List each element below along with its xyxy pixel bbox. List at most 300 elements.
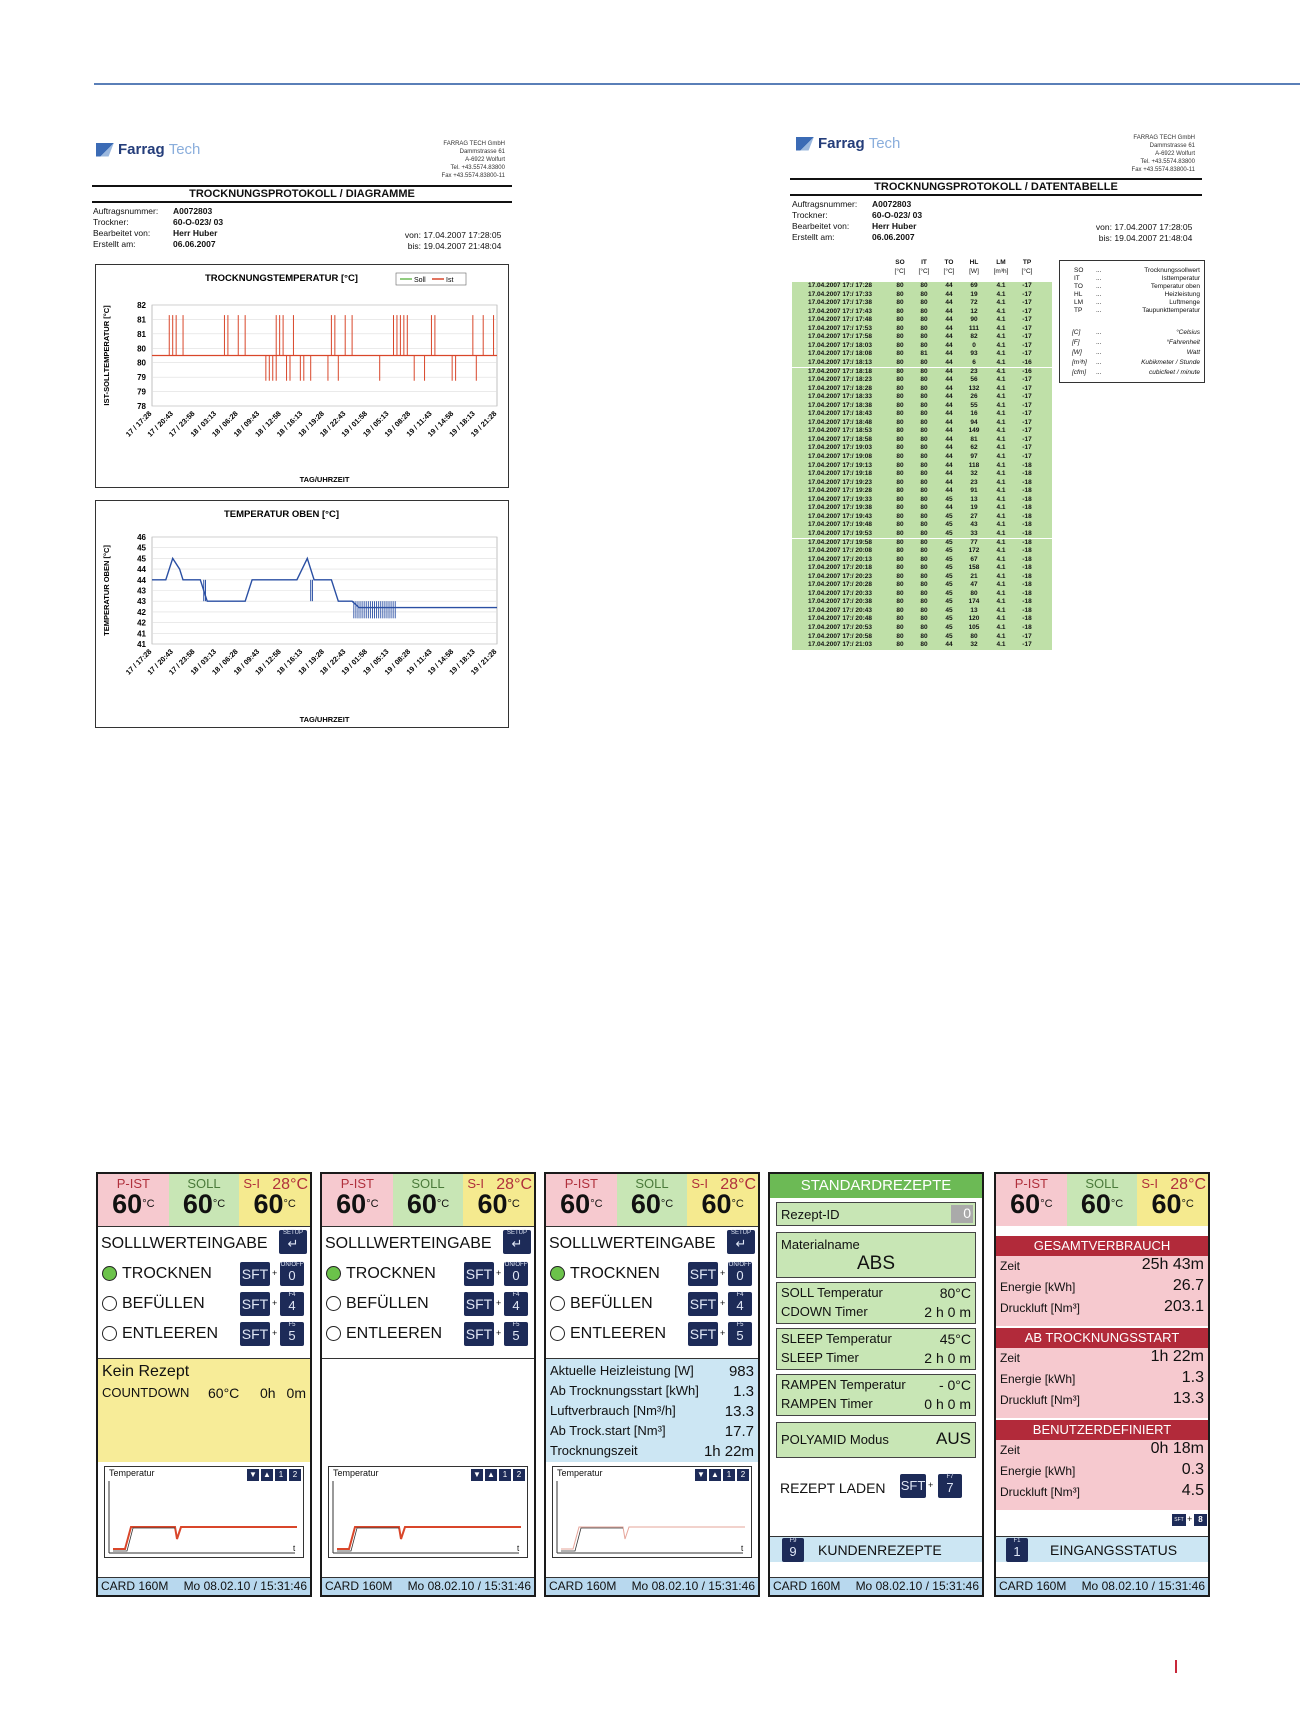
- table-cell: 45: [945, 606, 953, 614]
- x-tick-label: 17 / 20:43: [145, 647, 175, 677]
- y-tick-label: 79: [137, 387, 146, 397]
- temp-label: P-IST: [1014, 1176, 1048, 1191]
- temp-label: P-IST: [564, 1176, 598, 1191]
- chart-title: TROCKNUNGSTEMPERATUR [°C]: [205, 273, 358, 284]
- y-tick-label: 78: [137, 402, 146, 411]
- graph-nav-0[interactable]: ▼: [247, 1469, 259, 1481]
- consumption-label: Druckluft [Nm³]: [1000, 1485, 1081, 1499]
- x-tick-label: 18 / 06:28: [210, 647, 240, 677]
- header-abbr: SO: [895, 259, 905, 266]
- key-fn-label: F4: [512, 1292, 520, 1298]
- temp-number: 60: [1080, 1189, 1111, 1219]
- datetime: Mo 08.02.10 / 15:31:46: [1081, 1579, 1205, 1593]
- sft-key[interactable]: SFT: [464, 1292, 494, 1316]
- table-cell: 44: [945, 470, 953, 478]
- table-cell: 80: [896, 606, 904, 614]
- setup-label: SETUP: [282, 1230, 303, 1236]
- setup-button[interactable]: [503, 1230, 531, 1254]
- key-1[interactable]: [1006, 1538, 1028, 1562]
- table-cell: 4.1: [996, 572, 1006, 580]
- radio-indicator: [550, 1326, 565, 1341]
- table-cell: -17: [1022, 307, 1032, 315]
- table-cell: 80: [896, 564, 904, 572]
- table-cell: 80: [920, 333, 928, 341]
- table-row: [792, 444, 1052, 453]
- graph-line: [113, 1527, 297, 1549]
- chart1-svg: [96, 265, 507, 486]
- table-cell: 17.04.2007 17:/ 18:43: [808, 410, 872, 418]
- key-4[interactable]: [728, 1292, 752, 1316]
- table-cell: 80: [920, 393, 928, 401]
- table-row: [792, 462, 1052, 471]
- temp-unit: °C: [660, 1198, 674, 1210]
- sft-mini-key[interactable]: SFT: [1172, 1514, 1186, 1526]
- table-cell: 80: [920, 290, 928, 298]
- table-cell: 80: [896, 504, 904, 512]
- y-tick-label: 41: [137, 640, 146, 649]
- setup-button[interactable]: [279, 1230, 307, 1254]
- soll-cell: [169, 1174, 240, 1226]
- sft-key[interactable]: SFT: [900, 1474, 926, 1498]
- y-tick-label: 80: [137, 344, 146, 354]
- table-cell: 16: [970, 410, 978, 418]
- table-row: [792, 615, 1052, 624]
- recipe-label: CDOWN Timer: [781, 1304, 868, 1319]
- table-cell: 44: [945, 401, 953, 409]
- sft-key[interactable]: SFT: [240, 1322, 270, 1346]
- table-cell: -18: [1022, 504, 1032, 512]
- table-cell: 4.1: [996, 435, 1006, 443]
- x-tick-label: 18 / 19:28: [296, 409, 326, 439]
- setup-button[interactable]: [727, 1230, 755, 1254]
- meta-key: Erstellt am:: [93, 239, 136, 249]
- table-cell: 80: [920, 529, 928, 537]
- table-cell: -18: [1022, 624, 1032, 631]
- legend-dots: ...: [1096, 275, 1102, 282]
- info-area: [98, 1358, 310, 1462]
- control-panel-2: [320, 1172, 536, 1597]
- table-cell: 4.1: [996, 547, 1006, 555]
- table-cell: 80: [896, 435, 904, 443]
- table-cell: 80: [920, 598, 928, 606]
- table-cell: 44: [945, 478, 953, 486]
- key-fn-label: ON/OFF: [728, 1262, 752, 1268]
- value: 1h 22m: [703, 1443, 754, 1460]
- table-row: [792, 487, 1052, 496]
- temperature-graph: [104, 1466, 304, 1558]
- table-cell: -17: [1022, 444, 1032, 452]
- table-cell: 44: [945, 453, 953, 460]
- legend-abbr: TP: [1074, 307, 1083, 314]
- graph-nav-3[interactable]: 2: [289, 1469, 301, 1481]
- recipe-value: 2 h 0 m: [924, 1304, 971, 1320]
- option-entleeren[interactable]: [546, 1320, 758, 1348]
- temp-unit: °C: [283, 1198, 296, 1210]
- key-0[interactable]: [280, 1262, 304, 1286]
- consumption-row: [1000, 1369, 1204, 1386]
- temp-unit: °C: [731, 1198, 744, 1210]
- table-cell: 80: [896, 350, 904, 358]
- table-cell: 80: [896, 384, 904, 392]
- header-abbr: IT: [921, 259, 927, 266]
- key-number: 4: [288, 1298, 296, 1313]
- table-cell: 4.1: [996, 564, 1006, 572]
- key-number: 0: [512, 1268, 520, 1283]
- temp-number: 60: [1151, 1189, 1182, 1219]
- table-cell: 4.1: [996, 606, 1006, 614]
- sollwert-bar: [546, 1226, 758, 1258]
- farragtech-logo: Farrag Tech: [796, 135, 900, 152]
- table-cell: 132: [968, 384, 980, 392]
- table-cell: -17: [1022, 453, 1032, 460]
- graph-nav-3[interactable]: 2: [513, 1469, 525, 1481]
- value-label: Luftverbrauch [Nm³/h]: [550, 1403, 676, 1418]
- key-4[interactable]: [280, 1292, 304, 1316]
- temp-number: 60: [336, 1189, 367, 1219]
- table-cell: 80: [896, 555, 904, 563]
- temp-label: SOLL: [187, 1176, 221, 1191]
- address-line: Tel. +43.5574.83800: [450, 165, 505, 171]
- table-row: [792, 453, 1052, 462]
- chart-temperatur-oben: [95, 500, 509, 728]
- table-cell: 17.04.2007 17:/ 20:23: [808, 572, 872, 580]
- temp-unit: °C: [590, 1198, 603, 1210]
- table-row: [792, 393, 1052, 402]
- table-cell: 17.04.2007 17:/ 17:43: [808, 307, 872, 315]
- graph-nav-1[interactable]: ▲: [261, 1469, 273, 1481]
- sft-key[interactable]: SFT: [688, 1292, 718, 1316]
- recipe-row: [781, 1285, 971, 1300]
- table-cell: 17.04.2007 17:/ 19:08: [808, 453, 872, 460]
- radio-indicator: [550, 1266, 565, 1281]
- option-entleeren[interactable]: [98, 1320, 310, 1348]
- sft-key[interactable]: SFT: [464, 1262, 494, 1286]
- x-tick-label: 18 / 16:13: [274, 647, 305, 677]
- temp-number: 60: [253, 1189, 284, 1219]
- table-cell: 4.1: [996, 495, 1006, 503]
- table-cell: -17: [1022, 418, 1032, 426]
- table-cell: 6: [972, 358, 976, 366]
- temp-value: [617, 1191, 688, 1217]
- table-cell: 80: [920, 384, 928, 392]
- graph-nav-3[interactable]: 2: [737, 1469, 749, 1481]
- table-cell: -17: [1022, 324, 1032, 332]
- abbrev-legend: [1059, 260, 1205, 383]
- y-tick-label: 43: [137, 597, 146, 607]
- table-cell: 44: [945, 418, 953, 426]
- table-cell: 80: [920, 564, 928, 572]
- table-cell: -18: [1022, 487, 1032, 495]
- table-cell: 17.04.2007 17:/ 17:33: [808, 290, 872, 298]
- value-label: Aktuelle Heizleistung [W]: [550, 1363, 694, 1378]
- table-cell: 80: [920, 632, 928, 640]
- key-0[interactable]: [728, 1262, 752, 1286]
- rezept-id-field[interactable]: [776, 1202, 976, 1226]
- x-tick-label: 19 / 14:58: [425, 647, 456, 677]
- table-cell: 4.1: [996, 341, 1006, 349]
- recipe-block-1[interactable]: [776, 1282, 976, 1324]
- table-cell: 80: [920, 444, 928, 452]
- graph-nav-2[interactable]: 1: [275, 1469, 287, 1481]
- table-row: [792, 581, 1052, 590]
- header-unit: [°C]: [894, 268, 906, 275]
- legend-unit-desc: Kubikmeter / Stunde: [1141, 359, 1200, 366]
- eingangsstatus-button[interactable]: [996, 1536, 1208, 1562]
- address-line: FARRAG TECH GmbH: [1133, 135, 1195, 141]
- info-area: [546, 1358, 758, 1462]
- x-tick-label: 19 / 11:43: [404, 409, 434, 439]
- top-rule: [94, 83, 1300, 85]
- table-cell: 44: [945, 282, 953, 289]
- meta-key: Trockner:: [93, 217, 129, 227]
- x-tick-label: 19 / 01:58: [339, 647, 370, 677]
- kundenrezepte-button[interactable]: [770, 1536, 982, 1562]
- table-row: [792, 299, 1052, 308]
- x-tick-label: 18 / 12:58: [253, 409, 283, 439]
- key-5[interactable]: [728, 1322, 752, 1346]
- key-7[interactable]: [938, 1474, 962, 1498]
- table-cell: 80: [896, 341, 904, 349]
- table-cell: 80: [920, 555, 928, 563]
- consumption-label: Druckluft [Nm³]: [1000, 1301, 1081, 1315]
- key-4[interactable]: [504, 1292, 528, 1316]
- table-cell: 21: [970, 572, 978, 580]
- status-bar: [98, 1577, 310, 1595]
- table-cell: 80: [896, 307, 904, 315]
- sft-key[interactable]: SFT: [464, 1322, 494, 1346]
- table-cell: 44: [945, 487, 953, 495]
- table-row: [792, 573, 1052, 582]
- enter-icon: ↵: [511, 1236, 523, 1251]
- datetime: Mo 08.02.10 / 15:31:46: [631, 1579, 755, 1593]
- option-trocknen[interactable]: [98, 1260, 310, 1288]
- value: 983: [728, 1363, 754, 1380]
- x-tick-label: 19 / 08:28: [382, 647, 413, 677]
- graph-nav-1[interactable]: ▲: [709, 1469, 721, 1481]
- table-cell: 80: [896, 495, 904, 503]
- table-cell: 80: [896, 461, 904, 469]
- table-cell: 45: [945, 589, 953, 597]
- temp-label: P-IST: [116, 1176, 150, 1191]
- key-5[interactable]: [504, 1322, 528, 1346]
- temp-label: SOLL: [1085, 1176, 1119, 1191]
- x-tick-label: 19 / 01:58: [339, 409, 370, 439]
- key-9[interactable]: [782, 1538, 804, 1562]
- table-cell: -17: [1022, 290, 1032, 298]
- sft-key[interactable]: SFT: [240, 1262, 270, 1286]
- graph-nav-2[interactable]: 1: [723, 1469, 735, 1481]
- table-cell: 4.1: [996, 615, 1006, 623]
- legend-unit-desc: cubicfeet / minute: [1149, 369, 1200, 376]
- legend-unit: [C]: [1072, 329, 1081, 336]
- table-cell: -17: [1022, 384, 1032, 392]
- table-row: [792, 607, 1052, 616]
- graph-t-label: t: [741, 1544, 744, 1553]
- option-trocknen[interactable]: [322, 1260, 534, 1288]
- table-cell: 118: [968, 461, 980, 469]
- option-entleeren[interactable]: [322, 1320, 534, 1348]
- option-befüllen[interactable]: [546, 1290, 758, 1318]
- table-cell: 80: [896, 572, 904, 580]
- table-cell: 44: [945, 504, 953, 512]
- table-cell: 17.04.2007 17:/ 20:43: [808, 606, 872, 614]
- graph-nav-2[interactable]: 1: [499, 1469, 511, 1481]
- graph-svg: [105, 1467, 303, 1557]
- graph-t-label: t: [293, 1544, 296, 1553]
- table-cell: 45: [945, 521, 953, 529]
- consumption-value: 4.5: [1181, 1482, 1204, 1499]
- table-cell: 4.1: [996, 401, 1006, 409]
- s-i-cell: [239, 1174, 310, 1226]
- graph-nav-1[interactable]: ▲: [485, 1469, 497, 1481]
- table-cell: 4.1: [996, 299, 1006, 307]
- table-cell: 4.1: [996, 376, 1006, 384]
- x-tick-label: 19 / 11:43: [404, 647, 434, 677]
- materialname-field[interactable]: [776, 1232, 976, 1278]
- consumption-label: Zeit: [1000, 1259, 1021, 1273]
- option-trocknen[interactable]: [546, 1260, 758, 1288]
- sft-key[interactable]: SFT: [688, 1322, 718, 1346]
- consumption-label: Energie [kWh]: [1000, 1464, 1076, 1478]
- recipe-block-2[interactable]: [776, 1328, 976, 1370]
- table-cell: 17.04.2007 17:/ 18:58: [808, 435, 872, 443]
- temp-unit: °C: [366, 1198, 379, 1210]
- sft-key[interactable]: SFT: [240, 1292, 270, 1316]
- polyamid-field[interactable]: [776, 1422, 976, 1458]
- table-cell: 111: [968, 324, 980, 332]
- temp-number: 60: [406, 1189, 437, 1219]
- option-befüllen[interactable]: [98, 1290, 310, 1318]
- key-5[interactable]: [280, 1322, 304, 1346]
- key-number: 5: [736, 1328, 744, 1343]
- key-0[interactable]: [504, 1262, 528, 1286]
- table-cell: 80: [896, 615, 904, 623]
- table-cell: 80: [896, 470, 904, 478]
- graph-nav-0[interactable]: ▼: [471, 1469, 483, 1481]
- plus-sign: +: [720, 1298, 726, 1308]
- y-tick-label: 41: [137, 629, 146, 639]
- datetime: Mo 08.02.10 / 15:31:46: [183, 1579, 307, 1593]
- date-range: von: 17.04.2007 17:28:05 bis: 19.04.2007 21:48:04: [404, 230, 502, 251]
- table-row: [792, 624, 1052, 633]
- recipe-block-3[interactable]: [776, 1374, 976, 1416]
- card-status: CARD 160M: [999, 1579, 1067, 1593]
- consumption-value: 0.3: [1181, 1461, 1204, 1478]
- recipe-label: SOLL Temperatur: [781, 1285, 883, 1300]
- table-cell: 4.1: [996, 358, 1006, 366]
- table-cell: 4.1: [996, 529, 1006, 537]
- table-cell: 4.1: [996, 384, 1006, 392]
- table-cell: 80: [920, 367, 928, 375]
- temp-value: [169, 1191, 240, 1217]
- meta-key: Bearbeitet von:: [93, 228, 151, 238]
- table-cell: 4.1: [996, 418, 1006, 426]
- legend-dots: ...: [1096, 307, 1102, 314]
- header-unit: [°C]: [943, 268, 955, 275]
- table-row: [792, 368, 1052, 377]
- legend-dots: ...: [1096, 299, 1102, 306]
- option-befüllen[interactable]: [322, 1290, 534, 1318]
- control-panel-5: [994, 1172, 1210, 1597]
- consumption-label: Energie [kWh]: [1000, 1280, 1076, 1294]
- table-row: [792, 342, 1052, 351]
- sollwert-bar: [98, 1226, 310, 1258]
- header-abbr: HL: [969, 259, 979, 266]
- table-cell: 80: [896, 282, 904, 289]
- key-8[interactable]: 8: [1194, 1514, 1207, 1526]
- table-row: [792, 633, 1052, 642]
- table-cell: 80: [896, 316, 904, 324]
- sft-key[interactable]: SFT: [688, 1262, 718, 1286]
- recipe-value: 45°C: [939, 1331, 971, 1347]
- meta-value: Herr Huber: [872, 221, 917, 231]
- x-tick-label: 17 / 20:43: [145, 409, 175, 439]
- table-row: [792, 530, 1052, 539]
- table-cell: 44: [945, 410, 953, 418]
- recipe-row: [781, 1331, 971, 1346]
- table-cell: 17.04.2007 17:/ 20:18: [808, 564, 872, 572]
- key-number: 9: [789, 1544, 797, 1559]
- table-cell: -18: [1022, 572, 1032, 580]
- table-cell: 62: [970, 444, 978, 452]
- si-delta: 28°C: [720, 1176, 757, 1193]
- key-fn-label: F7: [946, 1474, 954, 1480]
- eingangsstatus-label: EINGANGSSTATUS: [1050, 1542, 1178, 1558]
- header-unit: [°C]: [1021, 268, 1033, 275]
- table-cell: 17.04.2007 17:/ 18:03: [808, 341, 872, 349]
- table-cell: -18: [1022, 461, 1032, 469]
- temp-unit: °C: [142, 1198, 155, 1210]
- table-cell: 17.04.2007 17:/ 18:48: [808, 418, 872, 426]
- table-cell: 91: [970, 487, 978, 495]
- date-range: von: 17.04.2007 17:28:05 bis: 19.04.2007 21:48:04: [1095, 222, 1193, 243]
- graph-nav-0[interactable]: ▼: [695, 1469, 707, 1481]
- si-delta: 28°C: [1170, 1176, 1207, 1193]
- key-fn-label: F4: [736, 1292, 744, 1298]
- temp-label: S-I: [1141, 1176, 1158, 1191]
- table-cell: 4.1: [996, 393, 1006, 401]
- plus-sign: +: [272, 1268, 278, 1278]
- table-cell: 120: [968, 615, 980, 623]
- table-cell: 80: [896, 624, 904, 631]
- x-tick-label: 18 / 03:13: [188, 409, 219, 439]
- table-cell: -17: [1022, 333, 1032, 341]
- table-row: [792, 410, 1052, 419]
- temp-label: SOLL: [411, 1176, 445, 1191]
- section-header: BENUTZERDEFINIERT: [996, 1420, 1208, 1440]
- address-line: A-6922 Wolfurt: [465, 157, 505, 163]
- x-tick-label: 17 / 23:58: [166, 647, 197, 677]
- table-cell: 44: [945, 290, 953, 298]
- key-fn-label: ON/OFF: [280, 1262, 304, 1268]
- table-cell: 17.04.2007 17:/ 18:13: [808, 358, 872, 366]
- plus-sign: +: [720, 1268, 726, 1278]
- table-cell: 80: [920, 470, 928, 478]
- status-value-row: [550, 1443, 754, 1458]
- table-row: [792, 376, 1052, 385]
- countdown-hours: 0h: [260, 1385, 276, 1401]
- table-cell: 45: [945, 615, 953, 623]
- table-cell: 80: [896, 632, 904, 640]
- table-cell: 44: [945, 393, 953, 401]
- countdown-label: COUNTDOWN: [102, 1385, 190, 1400]
- table-cell: 80: [920, 589, 928, 597]
- setup-label: SETUP: [730, 1230, 751, 1236]
- table-row: [792, 325, 1052, 334]
- table-cell: 97: [970, 453, 978, 460]
- table-cell: 0: [972, 341, 976, 349]
- graph-label: Temperatur: [557, 1468, 603, 1478]
